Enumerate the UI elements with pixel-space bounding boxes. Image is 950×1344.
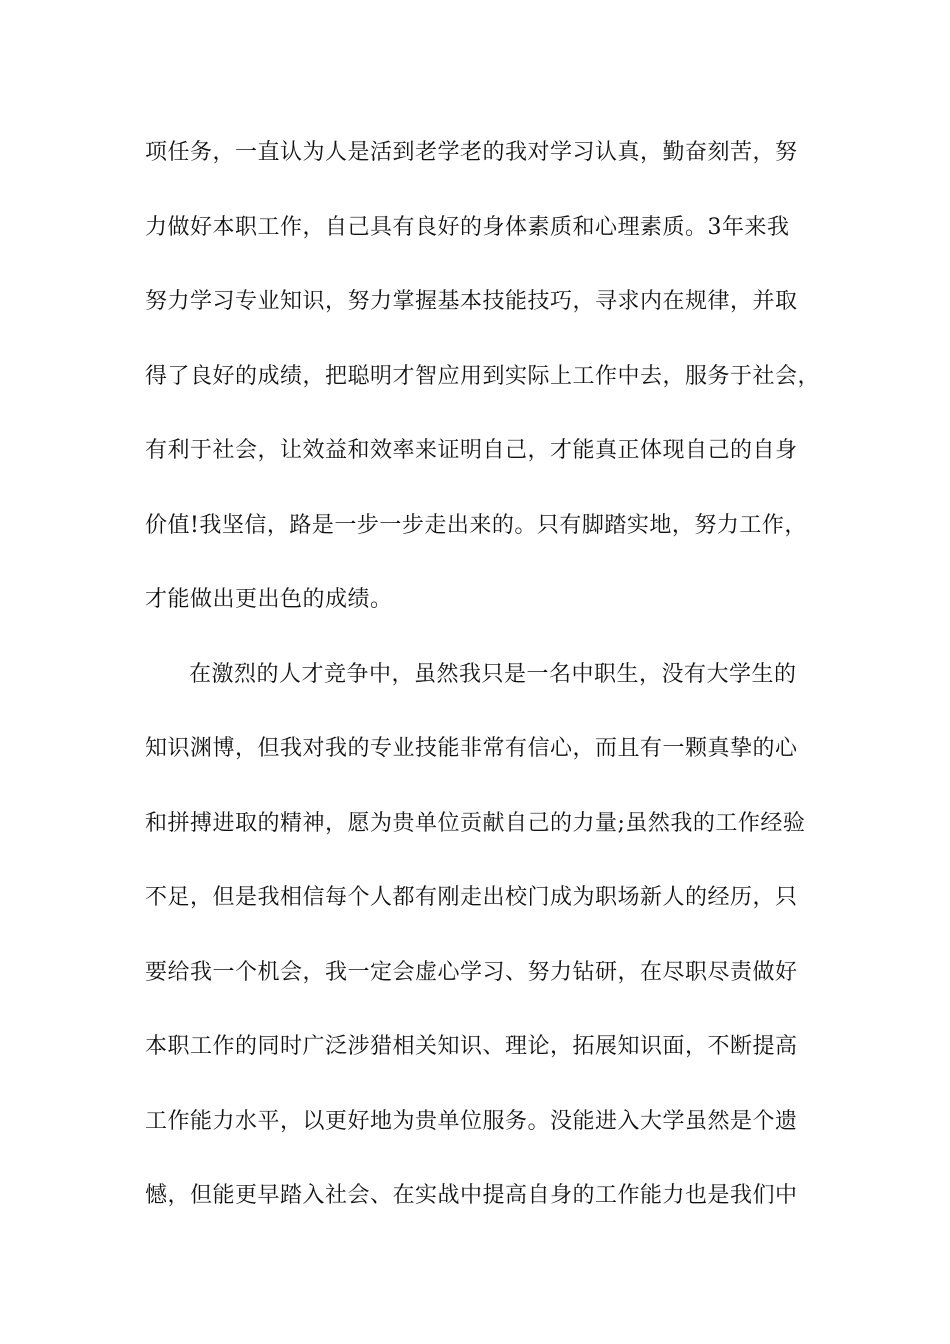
text-line: 知识渊博，但我对我的专业技能非常有信心，而且有一颗真挚的心 xyxy=(145,736,798,761)
text-line: 有利于社会，让效益和效率来证明自己，才能真正体现自己的自身 xyxy=(145,438,798,463)
text-line: 要给我一个机会，我一定会虚心学习、努力钻研，在尽职尽责做好 xyxy=(145,959,798,985)
text-line: 才能做出更出色的成绩。 xyxy=(145,587,393,612)
text-line: 项任务，一直认为人是活到老学老的我对学习认真，勤奋刻苦，努 xyxy=(145,140,798,165)
text-line: 力做好本职工作，自己具有良好的身体素质和心理素质。3年来我 xyxy=(145,214,790,240)
text-line: 不足，但是我相信每个人都有刚走出校门成为职场新人的经历，只 xyxy=(145,885,798,910)
body-text xyxy=(145,130,845,1248)
paragraph-start-line: 在激烈的人才竞争中，虽然我只是一名中职生，没有大学生的 xyxy=(189,661,797,687)
text-line: 憾，但能更早踏入社会、在实战中提高自身的工作能力也是我们中 xyxy=(145,1183,798,1208)
text-line: 工作能力水平，以更好地为贵单位服务。没能进入大学虽然是个遗 xyxy=(145,1108,798,1134)
text-line: 得了良好的成绩，把聪明才智应用到实际上工作中去，服务于社会， xyxy=(145,363,821,389)
text-line: 本职工作的同时广泛涉猎相关知识、理论，拓展知识面，不断提高 xyxy=(145,1034,798,1059)
text-line: 努力学习专业知识，努力掌握基本技能技巧，寻求内在规律，并取 xyxy=(145,289,798,314)
text-line: 价值!我坚信，路是一步一步走出来的。只有脚踏实地，努力工作， xyxy=(145,512,807,538)
text-line: 和拼搏进取的精神，愿为贵单位贡献自己的力量;虽然我的工作经验 xyxy=(145,810,806,836)
